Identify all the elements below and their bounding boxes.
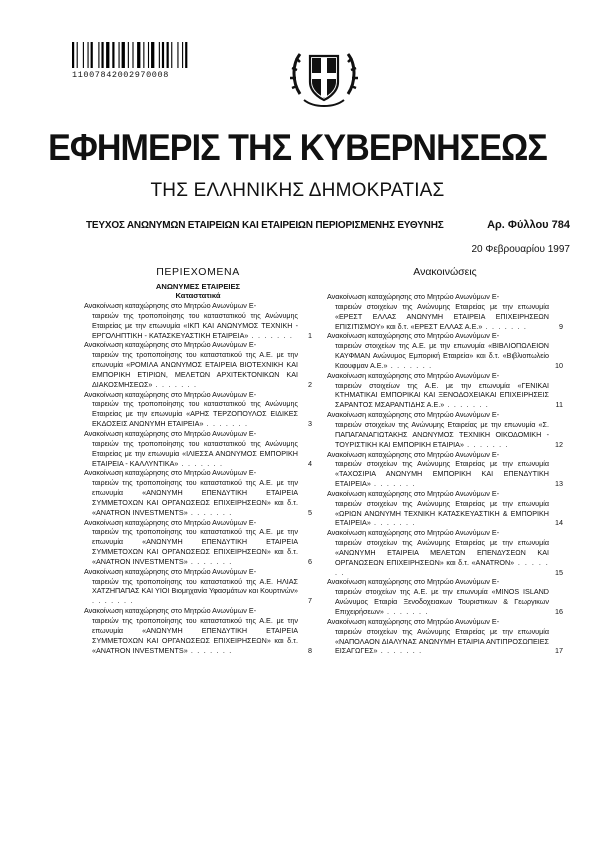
- entry-text: [84, 399, 298, 429]
- leader-dots: . . . . . . .: [248, 330, 294, 340]
- entry-first-line: Ανακοίνωση καταχώρησης στο Μητρώο Ανωνύμων Ε-: [327, 577, 500, 587]
- entry-page-number: 13: [555, 479, 563, 489]
- announcements-column: [327, 266, 563, 656]
- leader-dots: . . . . . . .: [370, 518, 416, 528]
- entry-description: ταιρειών στοιχείων της Ανώνυμης Εταιρείας με την επωνυμία «ΩΡΙΩΝ ΑΝΩΝΥΜΗ ΤΕΧΝΙΚΗ ΚΑΤΑΣΚΕΥΑΣΤΙΚΗ & ΕΜΠΟΡΙΚΗ ΕΤΑΙΡΕΙΑ»: [335, 498, 549, 528]
- entry-page-number: 15: [555, 567, 563, 577]
- entry-page-number: 8: [308, 645, 312, 655]
- gazette-subtitle: ΤΗΣ ΕΛΛΗΝΙΚΗΣ ΔΗΜΟΚΡΑΤΙΑΣ: [150, 180, 445, 201]
- gazette-title: ΕΦΗΜΕΡΙΣ ΤΗΣ ΚΥΒΕΡΝΗΣΕΩΣ: [48, 127, 547, 168]
- announcements-heading: Ανακοινώσεις: [413, 266, 477, 278]
- entry-first-line: Ανακοίνωση καταχώρησης στο Μητρώο Ανωνύμων Ε-: [84, 340, 257, 350]
- entry-first-line: Ανακοίνωση καταχώρησης στο Μητρώο Ανωνύμων Ε-: [327, 292, 500, 301]
- entry-description: ταιρειών στοιχείων της Α.Ε. με την επωνυμία «ΒΙΒΛΙΟΠΩΛΕΙΟΝ ΚΑΥΦΜΑΝ Ανώνυμος Εμπορική Εταιρεία» και δ.τ. «Βιβλιοπωλείο Καουφμαν Α.Ε.»: [335, 341, 549, 370]
- leader-dots: . . . . . . .: [335, 557, 549, 577]
- entry-text: [327, 381, 549, 411]
- leader-dots: . . . . . . .: [463, 439, 509, 449]
- entry-description: ταιρειών της τροποποίησης του καταστατικού της Α.Ε. με την επωνυμία «ΑΝΩΝΥΜΗ ΕΠΕΝΔΥΤΙΚΗ ΕΤΑΙΡΕΙΑ ΣΥΜΜΕΤΟΧΩΝ ΚΑΙ ΟΡΓΑΝΩΣΕΩΣ ΕΠΙΧΕΙΡΗΣΕΩΝ» και δ.τ. «ANATRON INVESTMENTS»: [92, 478, 298, 517]
- entry-page-number: 6: [308, 556, 312, 566]
- entry-page-number: 3: [308, 419, 312, 429]
- entry-first-line: Ανακοίνωση καταχώρησης στο Μητρώο Ανωνύμων Ε-: [84, 468, 257, 478]
- contents-entry: [327, 292, 563, 331]
- leader-dots: . . . . . . .: [152, 379, 198, 389]
- leader-dots: . . . . . . .: [482, 321, 528, 331]
- entry-page-number: 11: [555, 400, 563, 410]
- entry-first-line: Ανακοίνωση καταχώρησης στο Μητρώο Ανωνύμων Ε-: [327, 488, 500, 498]
- barcode: [72, 42, 220, 68]
- announcements-list: [327, 292, 563, 656]
- entry-description: ταιρειών στοιχείων της Ανώνυμης Εταιρείας με την επωνυμία «ΑΝΩΝΥΜΗ ΕΤΑΙΡΕΙΑ ΜΕΛΕΤΩΝ ΕΠΕΝΔΥΣΕΩΝ ΚΑΙ ΟΡΓΑΝΩΣΕΩΝ ΕΠΙΧΕΙΡΗΣΕΩΝ» και δ.τ. «ANATRON»: [335, 538, 549, 567]
- entry-first-line: Ανακοίνωση καταχώρησης στο Μητρώο Ανωνύμων Ε-: [327, 410, 500, 420]
- entry-description: ταιρειών της τροποποίησης του καταστατικού της Ανώνυμης Εταιρείας με την επωνυμία «ΙΚΠ ΚΑΙ ΑΝΩΝΥΜΟΣ ΤΕΧΝΙΚΗ - ΕΡΓΟΛΗΠΤΙΚΗ - ΚΑΤΑΣΚΕΥΑΣΤΙΚΗ ΕΤΑΙΡΕΙΑ»: [92, 310, 298, 340]
- entry-description: ταιρειών της τροποποίησης του καταστατικού της Ανώνυμης Εταιρείας με την επωνυμία «ΑΡΗΣ ΤΕΡΖΟΠΟΥΛΟΣ ΕΙΔΙΚΕΣ ΕΚΔΟΣΕΙΣ ΑΝΩΝΥΜΗ ΕΤΑΙΡΕΙΑ»: [92, 399, 298, 429]
- entry-text: [84, 577, 298, 607]
- entry-text: [327, 459, 549, 489]
- contents-entry: [327, 410, 563, 449]
- entry-text: [84, 527, 298, 566]
- contents-entry: [84, 301, 312, 340]
- leader-dots: . . . . . . .: [92, 596, 134, 606]
- entry-first-line: Ανακοίνωση καταχώρησης στο Μητρώο Ανωνύμων Ε-: [84, 606, 257, 616]
- entry-text: [84, 439, 298, 469]
- contents-entry: [327, 577, 563, 616]
- entry-page-number: 10: [555, 360, 563, 370]
- entry-page-number: 5: [308, 507, 312, 517]
- sheet-number: Αρ. Φύλλου 784: [487, 219, 570, 231]
- section-heading: ΑΝΩΝΥΜΕΣ ΕΤΑΙΡΕΙΕΣ: [155, 282, 241, 291]
- entry-page-number: 4: [308, 458, 312, 468]
- entry-page-number: 9: [559, 321, 563, 331]
- leader-dots: . . . . . . .: [203, 419, 249, 429]
- entry-description: ταιρειών της τροποποίησης του καταστατικού της Α.Ε. ΗΛΙΑΣ ΧΑΤΖΗΠΑΠΑΣ ΚΑΙ ΥΙΟΙ Βιομηχανία Υφασμάτων και Κουρτινών»: [92, 576, 298, 596]
- entry-page-number: 16: [555, 607, 563, 616]
- entry-text: [327, 587, 549, 617]
- entry-text: [84, 616, 298, 655]
- contents-entry: [84, 390, 312, 429]
- issue-date: 20 Φεβρουαρίου 1997: [471, 244, 570, 255]
- entry-first-line: Ανακοίνωση καταχώρησης στο Μητρώο Ανωνύμων Ε-: [327, 370, 500, 380]
- entry-text: [327, 341, 549, 371]
- entry-first-line: Ανακοίνωση καταχώρησης στο Μητρώο Ανωνύμων Ε-: [84, 566, 257, 576]
- leader-dots: . . . . . . .: [370, 479, 416, 489]
- entry-first-line: Ανακοίνωση καταχώρησης στο Μητρώο Ανωνύμων Ε-: [327, 331, 500, 341]
- contents-entry: [84, 518, 312, 567]
- entry-first-line: Ανακοίνωση καταχώρησης στο Μητρώο Ανωνύμων Ε-: [84, 428, 257, 438]
- entry-page-number: 14: [555, 518, 563, 528]
- contents-list: [84, 301, 312, 655]
- barcode-number: 11007842002970008: [72, 70, 169, 80]
- contents-entry: [327, 371, 563, 410]
- contents-entry: [327, 450, 563, 489]
- contents-entry: [84, 429, 312, 468]
- entry-page-number: 12: [555, 439, 563, 449]
- entry-description: ταιρειών της τροποποίησης του καταστατικού της Α.Ε. με την επωνυμία «ΡΟΜΙΛΑ ΑΝΩΝΥΜΟΣ ΕΤΑΙΡΕΙΑ ΒΙΟΤΕΧΝΙΚΗ ΚΑΙ ΕΜΠΟΡΙΚΗ ΕΤΙΡΙΩΝ, ΜΕΛΕΤΩΝ ΑΡΧΙΤΕΚΤΟΝΙΚΩΝ ΚΑΙ ΔΙΑΚΟΣΜΗΣΕΩΣ»: [92, 350, 298, 389]
- contents-entry: [327, 528, 563, 577]
- entry-description: ταιρειών της τροποποίησης του καταστατικού της Α.Ε. με την επωνυμία «ΑΝΩΝΥΜΗ ΕΠΕΝΔΥΤΙΚΗ ΕΤΑΙΡΕΙΑ ΣΥΜΜΕΤΟΧΩΝ ΚΑΙ ΟΡΓΑΝΩΣΕΩΣ ΕΠΙΧΕΙΡΗΣΕΩΝ» και δ.τ. «ANATRON INVESTMENTS»: [92, 616, 298, 655]
- entry-text: [327, 627, 549, 657]
- leader-dots: . . . . . . .: [178, 458, 224, 468]
- entry-first-line: Ανακοίνωση καταχώρησης στο Μητρώο Ανωνύμων Ε-: [84, 301, 257, 310]
- entry-description: ταιρειών στοιχείων της Ανώνυμης Εταιρείας με την επωνυμία «ΕΡΕΣΤ ΕΛΛΑΣ ΑΝΩΝΥΜΗ ΕΤΑΙΡΕΙΑ ΕΠΙΧΕΙΡΗΣΕΩΝ ΕΠΙΣΙΤΙΣΜΟΥ» και δ.τ. «ΕΡΕΣΤ ΕΛΛΑΣ Α.Ε.»: [335, 301, 549, 331]
- entry-text: [327, 302, 549, 332]
- entry-page-number: 17: [555, 646, 563, 656]
- entry-text: [327, 499, 549, 529]
- issue-type: ΤΕΥΧΟΣ ΑΝΩΝΥΜΩΝ ΕΤΑΙΡΕΙΩΝ ΚΑΙ ΕΤΑΙΡΕΙΩΝ ΠΕΡΙΟΡΙΣΜΕΝΗΣ ΕΥΘΥΝΗΣ: [86, 220, 444, 231]
- entry-description: ταιρειών της τροποποίησης του καταστατικού της Α.Ε. με την επωνυμία «ΑΝΩΝΥΜΗ ΕΠΕΝΔΥΤΙΚΗ ΕΤΑΙΡΕΙΑ ΣΥΜΜΕΤΟΧΩΝ ΚΑΙ ΟΡΓΑΝΩΣΕΩΣ ΕΠΙΧΕΙΡΗΣΕΩΝ» και δ.τ. «ANATRON INVESTMENTS»: [92, 527, 298, 566]
- entry-description: ταιρειών στοιχείων της Α.Ε. με την επωνυμία «ΓΕΝΙΚΑΙ ΚΤΗΜΑΤΙΚΑΙ ΕΜΠΟΡΙΚΑΙ ΚΑΙ ΞΕΝΟΔΟΧΕΙΑΚΑΙ ΕΠΙΧΕΙΡΗΣΕΙΣ ΣΑΡΑΝΤΟΣ ΜΣΑΡΑΝΤΙΔΗΣ Α.Ε.»: [335, 380, 549, 410]
- leader-dots: . . . . . . .: [377, 646, 423, 656]
- entry-first-line: Ανακοίνωση καταχώρησης στο Μητρώο Ανωνύμων Ε-: [327, 528, 500, 538]
- entry-text: [327, 538, 549, 577]
- contents-entry: [327, 489, 563, 528]
- contents-entry: [84, 340, 312, 389]
- entry-page-number: 1: [308, 330, 312, 340]
- contents-entry: [327, 617, 563, 656]
- leader-dots: . . . . . . .: [187, 556, 233, 566]
- contents-entry: [84, 468, 312, 517]
- entry-text: [84, 311, 298, 341]
- entry-first-line: Ανακοίνωση καταχώρησης στο Μητρώο Ανωνύμων Ε-: [327, 616, 500, 626]
- contents-entry: [84, 567, 312, 606]
- contents-heading: ΠΕΡΙΕΧΟΜΕΝΑ: [156, 266, 240, 278]
- entry-description: ταιρειών στοιχείων της Ανώνυμης Εταιρείας με την επωνυμία «ΤΑΧΟΣΙΡΙΑ ΑΝΩΝΥΜΗ ΕΜΠΟΡΙΚΗ ΚΑΙ ΕΠΕΝΔΥΤΙΚΗ ΕΤΑΙΡΕΙΑ»: [335, 459, 549, 489]
- entry-first-line: Ανακοίνωση καταχώρησης στο Μητρώο Ανωνύμων Ε-: [327, 449, 500, 459]
- entry-first-line: Ανακοίνωση καταχώρησης στο Μητρώο Ανωνύμων Ε-: [84, 389, 257, 399]
- contents-column: [84, 266, 312, 655]
- leader-dots: . . . . . . .: [187, 645, 233, 655]
- issue-info: [86, 220, 570, 234]
- contents-entry: [84, 606, 312, 655]
- leader-dots: . . . . . . .: [383, 607, 429, 616]
- leader-dots: . . . . . . .: [444, 400, 490, 410]
- entry-text: [327, 420, 549, 450]
- entry-description: ταιρειών στοιχείων της Ανώνυμης Εταιρείας με την επωνυμία «ΝΑΠΟΛΑΟΝ ΔΙΑΛΥΝΑΣ ΑΝΩΝΥΜΗ ΕΤΑΙΡΙΑ ΑΝΤΙΠΡΟΣΩΠΕΙΕΣ ΕΙΣΑΓΩΓΕΣ»: [335, 626, 549, 656]
- entry-first-line: Ανακοίνωση καταχώρησης στο Μητρώο Ανωνύμων Ε-: [84, 517, 257, 527]
- coat-of-arms-icon: [288, 42, 360, 114]
- entry-text: [84, 350, 298, 389]
- entry-description: ταιρειών της τροποποίησης του καταστατικού της Ανώνυμης Εταιρείας με την επωνυμία «ΙΛΙΕΣΣΑ ΑΝΩΝΥΜΟΣ ΕΜΠΟΡΙΚΗ ΕΤΑΙΡΕΙΑ - ΚΑΛΛΥΝΤΙΚΑ»: [92, 438, 298, 468]
- entry-page-number: 7: [308, 596, 312, 606]
- entry-text: [84, 478, 298, 517]
- entry-page-number: 2: [308, 379, 312, 389]
- leader-dots: . . . . . . .: [187, 507, 233, 517]
- leader-dots: . . . . . . .: [387, 360, 433, 370]
- entry-description: ταιρειών στοιχείων της Α.Ε. με την επωνυμία «MINOS ISLAND Ανώνυμος Εταιρία Ξενοδοχειακων Τουριστικων & Γεωργικων Επιχειρήσεων»: [335, 587, 549, 616]
- section-subheading: Καταστατικά: [175, 291, 221, 300]
- contents-entry: [327, 331, 563, 370]
- entry-description: ταιρειών στοιχείων της Ανώνυμης Εταιρείας με την επωνυμία «Σ. ΠΑΠΑΓΑΝΑΓΙΩΤΑΚΗΣ ΑΝΩΝΥΜΟΣ ΤΕΧΝΙΚΗ ΟΙΚΟΔΟΜΙΚΗ - ΤΟΥΡΙΣΤΙΚΗ ΚΑΙ ΕΜΠΟΡΙΚΗ ΕΤΑΙΡΙΑ»: [335, 419, 549, 449]
